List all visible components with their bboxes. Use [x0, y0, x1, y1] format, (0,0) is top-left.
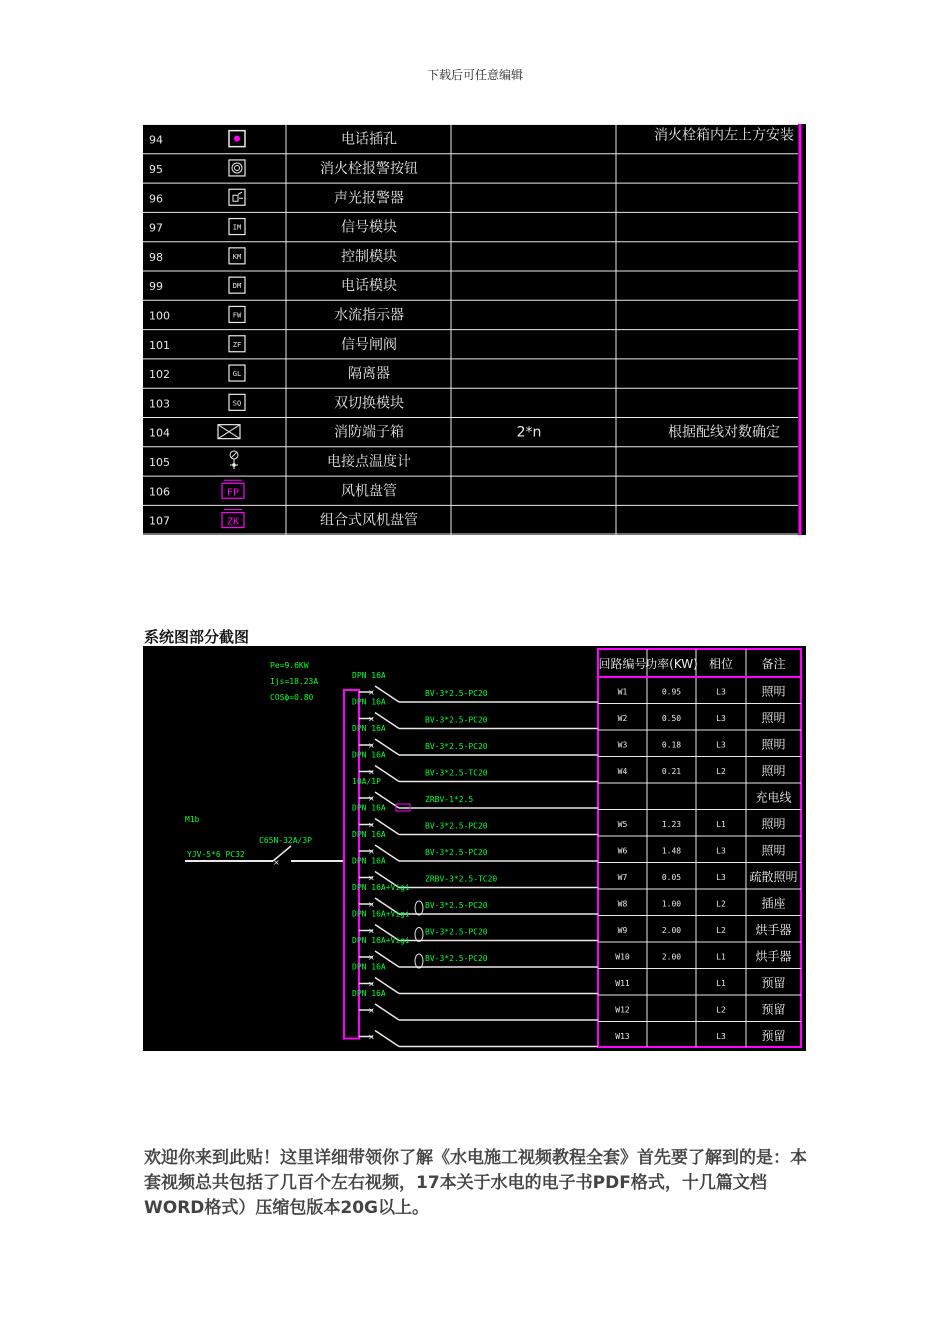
circuit-breaker: DPN 16A [352, 724, 386, 733]
symbol-name: 信号闸阀 [341, 336, 397, 353]
circuit-remark: 充电线 [755, 790, 792, 805]
icon-label: ZF [232, 340, 242, 349]
main-switch-x: × [273, 858, 280, 867]
circuit-loop: W4 [617, 766, 628, 776]
circuit-x: × [368, 820, 375, 830]
circuit-power: 0.50 [661, 713, 682, 723]
fire-terminal-box-icon [218, 425, 240, 439]
circuit-table-header: 回路编号 [598, 657, 647, 671]
circuit-cable: BV-3*2.5-PC20 [425, 901, 488, 910]
icon-label: ZK [226, 516, 240, 528]
circuit-phase: L1 [716, 978, 726, 988]
hydrant-alarm-button-icon [229, 160, 245, 176]
circuit-remark: 预留 [761, 1028, 786, 1043]
circuit-cable: BV-3*2.5-TC20 [425, 768, 488, 778]
circuit-phase: L3 [716, 1031, 726, 1041]
circuit-breaker: DPN 16A [352, 830, 386, 839]
circuit-phase: L2 [716, 925, 726, 935]
load-parameter: Ijs=18.23A [270, 677, 319, 686]
circuit-cable: BV-3*2.5-PC20 [425, 821, 488, 831]
circuit-remark: 照明 [761, 737, 786, 752]
circuit-breaker: DPN 16A+Vigi [352, 936, 410, 945]
row-number: 107 [149, 514, 170, 528]
circuit-x: × [368, 688, 375, 697]
circuit-table-header: 相位 [708, 657, 734, 671]
circuit-phase: L2 [716, 899, 726, 909]
circuit-loop: W2 [617, 713, 628, 723]
circuit-x: × [368, 900, 375, 909]
row-number: 103 [149, 397, 170, 411]
circuit-phase: L3 [716, 740, 726, 750]
circuit-phase: L1 [716, 819, 726, 829]
circuit-power: 1.23 [661, 819, 682, 829]
symbol-name: 消防端子箱 [334, 424, 404, 441]
flow-indicator-icon [229, 306, 245, 322]
symbol-name: 水流指示器 [334, 307, 404, 324]
circuit-switch-blade [375, 1031, 399, 1047]
symbol-note: 消火栓箱内左上方安装 [654, 127, 794, 144]
row-number: 106 [149, 485, 170, 499]
circuit-switch-blade [375, 1004, 399, 1020]
circuit-power: 1.00 [661, 899, 682, 909]
circuit-loop: W10 [615, 952, 630, 962]
circuit-phase: L3 [716, 713, 726, 723]
circuit-loop: W5 [617, 819, 628, 829]
circuit-cable: BV-3*2.5-PC20 [425, 927, 488, 937]
circuit-remark: 预留 [761, 975, 786, 990]
symbol-name: 双切换模块 [334, 395, 404, 412]
signal-module-icon [229, 219, 245, 235]
circuit-x: × [368, 767, 375, 777]
phone-jack-icon [229, 131, 245, 147]
symbol-name: 信号模块 [341, 219, 397, 236]
row-number: 99 [149, 280, 163, 294]
circuit-breaker: DPN 16A [352, 962, 386, 972]
page-header: 下载后可任意编辑 [426, 68, 523, 82]
circuit-cable: BV-3*2.5-PC20 [425, 715, 488, 725]
circuit-remark: 烘手器 [755, 922, 792, 937]
circuit-x: × [368, 953, 375, 962]
symbol-name: 隔离器 [348, 366, 390, 383]
icon-label: GL [232, 370, 242, 379]
circuit-table-header: 备注 [761, 657, 786, 671]
sound-light-alarm-icon [229, 189, 245, 205]
circuit-power: 2.00 [661, 925, 682, 935]
symbol-spec: 2*n [516, 424, 542, 441]
system-diagram-svg [143, 646, 806, 1051]
symbol-name: 控制模块 [341, 248, 397, 265]
circuit-breaker: DPN 16A [352, 989, 386, 998]
circuit-remark: 预留 [761, 1002, 786, 1017]
circuit-breaker: 10A/1P [352, 777, 381, 786]
circuit-remark: 照明 [761, 843, 786, 858]
circuit-x: × [368, 714, 375, 724]
symbol-legend-svg [143, 124, 806, 535]
circuit-phase: L1 [716, 952, 726, 962]
circuit-remark: 插座 [761, 896, 786, 911]
circuit-power: 0.18 [661, 740, 682, 750]
circuit-power: 0.95 [661, 687, 682, 697]
circuit-remark: 烘手器 [755, 949, 792, 964]
circuit-x: × [368, 1006, 375, 1015]
circuit-x: × [368, 873, 375, 883]
circuit-phase: L3 [716, 872, 726, 882]
circuit-loop: W12 [615, 1005, 630, 1015]
circuit-cable: BV-3*2.5-PC20 [425, 742, 488, 751]
phone-module-icon [229, 277, 245, 293]
row-number: 105 [149, 455, 170, 469]
symbol-legend-table [143, 124, 806, 535]
circuit-cable: ZRBV-3*2.5-TC20 [425, 874, 498, 884]
system-diagram [143, 646, 806, 1051]
icon-label: DM [232, 282, 242, 291]
row-number: 96 [149, 192, 163, 206]
symbol-name: 组合式风机盘管 [320, 512, 418, 529]
circuit-cable: BV-3*2.5-PC20 [425, 689, 488, 698]
circuit-breaker: DPN 16A [352, 697, 386, 707]
circuit-phase: L3 [716, 846, 726, 856]
signal-valve-icon [229, 336, 245, 352]
circuit-power: 1.48 [661, 846, 682, 856]
dual-switch-module-icon [229, 394, 245, 410]
circuit-loop: W11 [615, 978, 630, 988]
circuit-loop: W7 [617, 872, 628, 882]
circuit-breaker: DPN 16A [352, 750, 386, 760]
row-number: 94 [149, 133, 163, 147]
circuit-loop: W3 [617, 740, 628, 750]
circuit-remark: 疏散照明 [749, 869, 798, 884]
circuit-loop: W9 [617, 925, 628, 935]
circuit-x: × [368, 979, 375, 989]
symbol-name: 声光报警器 [334, 190, 404, 207]
circuit-table-header: 功率(KW) [645, 657, 698, 671]
circuit-remark: 照明 [761, 816, 786, 831]
circuit-loop: W13 [615, 1031, 630, 1041]
symbol-name: 电接点温度计 [327, 453, 411, 470]
circuit-x: × [368, 794, 375, 803]
circuit-power: 0.05 [661, 872, 682, 882]
row-number: 98 [149, 250, 163, 264]
symbol-name: 电话插孔 [341, 131, 397, 148]
combined-fan-coil-icon [222, 510, 244, 528]
circuit-remark: 照明 [761, 710, 786, 725]
circuit-remark: 照明 [761, 763, 786, 778]
circuit-phase: L2 [716, 1005, 726, 1015]
circuit-power: 2.00 [661, 952, 682, 962]
circuit-loop: W6 [617, 846, 628, 856]
row-number: 102 [149, 368, 170, 382]
circuit-loop: W8 [617, 899, 628, 909]
row-number: 100 [149, 309, 170, 323]
symbol-name: 风机盘管 [341, 483, 397, 500]
circuit-x: × [368, 926, 375, 936]
icon-label: FW [232, 311, 242, 320]
circuit-breaker: DPN 16A+Vigi [352, 883, 410, 892]
incoming-cable: YJV-5*6 PC32 [187, 850, 245, 859]
circuit-x: × [368, 1032, 375, 1042]
contact-thermometer-icon [230, 451, 238, 469]
row-number: 97 [149, 221, 163, 235]
circuit-phase: L3 [716, 687, 726, 697]
circuit-cable: BV-3*2.5-PC20 [425, 954, 488, 963]
load-parameter: Pe=9.6KW [270, 661, 309, 670]
row-number: 104 [149, 426, 170, 440]
control-module-icon [229, 248, 245, 264]
circuit-cable: ZRBV-1*2.5 [425, 795, 474, 804]
icon-label: IM [232, 223, 242, 232]
isolator-icon [229, 365, 245, 381]
symbol-name: 电话模块 [341, 278, 397, 295]
promo-paragraph: 欢迎你来到此贴！这里详细带领你了解《水电施工视频教程全套》首先要了解到的是：本套视频总共包括了几百个左右视频，17本关于水电的电子书PDF格式，十几篇文档WORD格式）压缩包版本20G以上。 [144, 1148, 807, 1218]
panel-label: M1b [185, 815, 200, 824]
load-parameter: COSф=0.80 [270, 693, 314, 702]
circuit-remark: 照明 [761, 684, 786, 699]
fan-coil-icon [222, 480, 244, 498]
rcd-symbol [415, 954, 423, 968]
icon-label: KM [232, 252, 242, 261]
symbol-name: 消火栓报警按钮 [320, 160, 418, 177]
rcd-symbol [415, 928, 423, 942]
circuit-breaker: DPN 16A [352, 803, 386, 813]
circuit-breaker: DPN 16A [352, 856, 386, 866]
row-number: 101 [149, 338, 170, 352]
circuit-x: × [368, 741, 375, 750]
row-number: 95 [149, 162, 163, 176]
circuit-loop: W1 [617, 687, 628, 697]
main-breaker-label: C65N-32A/3P [259, 836, 312, 845]
circuit-phase: L2 [716, 766, 726, 776]
icon-label: SQ [232, 399, 242, 408]
circuit-breaker: DPN 16A [352, 671, 386, 680]
rcd-symbol [415, 901, 423, 915]
section-title: 系统图部分截图 [144, 628, 250, 646]
circuit-breaker: DPN 16A+Vigi [352, 909, 410, 919]
icon-label: FP [226, 487, 240, 499]
circuit-cable: BV-3*2.5-PC20 [425, 848, 488, 857]
symbol-note: 根据配线对数确定 [668, 424, 780, 441]
circuit-power: 0.21 [661, 766, 682, 776]
circuit-x: × [368, 847, 375, 856]
